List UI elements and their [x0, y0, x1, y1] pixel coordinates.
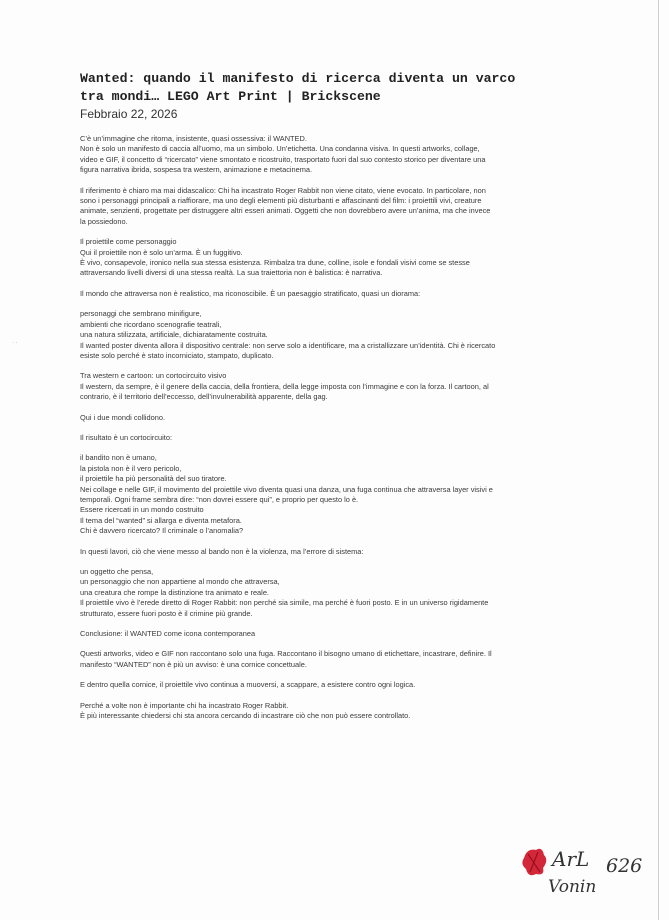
paragraph-7-line: Il risultato è un cortocircuito:: [80, 432, 173, 442]
paragraph-4-line: una natura stilizzata, artificiale, dichiaratamente costruita.: [80, 330, 268, 340]
paragraph-8-line: la pistola non è il vero pericolo,: [80, 463, 182, 473]
paragraph-5-line: Il western, da sempre, è il genere della caccia, della frontiera, della legge imposta con l’immagine e con la forza. Il cartoon, al: [80, 381, 489, 391]
scan-speck-marks: · ·: [12, 340, 18, 346]
paragraph-8-line: Il tema del “wanted” si allarga e diventa metafora.: [80, 515, 242, 525]
paragraph-4-line: ambienti che ricordano scenografie teatrali,: [80, 319, 222, 329]
article-title-line-2: tra mondi… LEGO Art Print | Brickscene: [80, 89, 381, 104]
paragraph-12-line: Questi artworks, video e GIF non raccontano solo una fuga. Raccontano il bisogno umano di etichettare, incastrare, definire. Il: [80, 649, 492, 659]
paragraph-8-line: il proiettile ha più personalità del suo tiratore.: [80, 474, 227, 484]
paragraph-8-line: temporali. Ogni frame sembra dire: “non dovrei essere qui”, e proprio per questo lo è.: [80, 494, 359, 504]
paragraph-10-line: strutturato, essere fuori posto è il crimine più grande.: [80, 608, 253, 618]
paragraph-5-line: Tra western e cartoon: un cortocircuito visivo: [80, 371, 227, 381]
paragraph-8-line: il bandito non è umano,: [80, 453, 157, 463]
signature-text-top: ArL: [552, 847, 590, 871]
signature-text-bottom: Vonin: [548, 877, 597, 897]
paragraph-11-line: Conclusione: il WANTED come icona contemporanea: [80, 629, 256, 639]
paragraph-6-line: Qui i due mondi collidono.: [80, 412, 166, 422]
artist-signature: [518, 838, 648, 900]
paragraph-1-line: Il riferimento è chiaro ma mai didascalico: Chi ha incastrato Roger Rabbit non viene citato, viene evocato. In particolare, non: [80, 185, 486, 195]
paragraph-2-line: attraversando livelli diversi di una stessa realtà. La sua traiettoria non è balistica: è narrativa.: [80, 268, 383, 278]
paragraph-10-line: una creatura che rompe la distinzione tra animato e reale.: [80, 587, 269, 597]
paragraph-4-line: personaggi che sembrano minifigure,: [80, 309, 202, 319]
paragraph-14-line: Perché a volte non è importante chi ha incastrato Roger Rabbit.: [80, 700, 289, 710]
paragraph-10-line: Il proiettile vivo è l’erede diretto di Roger Rabbit: non perché sia simile, ma perché è fuori posto. E in un universo rigidamente: [80, 598, 489, 608]
red-stamp-mark: [522, 849, 546, 875]
paragraph-2-line: Il proiettile come personaggio: [80, 237, 177, 247]
paragraph-8-line: Chi è davvero ricercato? Il criminale o l’anomalia?: [80, 526, 244, 536]
page-edge-line: [658, 0, 659, 920]
paragraph-1-line: sono i personaggi principali a riaffiorare, ma uno degli elementi più disturbanti e affascinanti del film: i proiettili vivi, creature: [80, 196, 482, 206]
paragraph-12-line: manifesto “WANTED” non è più un avviso: è una cornice concettuale.: [80, 659, 307, 669]
article: [80, 70, 580, 721]
paragraph-9-line: In questi lavori, ciò che viene messo al bando non è la violenza, ma l’errore di sistema:: [80, 546, 364, 556]
paragraph-13-line: E dentro quella cornice, il proiettile vivo continua a muoversi, a scappare, a esistere contro ogni logica.: [80, 680, 416, 690]
paragraph-0-line: video e GIF, il concetto di “ricercato” viene smontato e ricostruito, trasportato fuori dal suo contesto storico per diventare una: [80, 154, 486, 164]
paragraph-1-line: animate, senzienti, progettate per distruggere altri esseri animati. Oggetti che non dovrebbero avere un’anima, ma che invece: [80, 206, 491, 216]
paragraph-8-line: Essere ricercati in un mondo costruito: [80, 505, 204, 515]
article-date: Febbraio 22, 2026: [80, 107, 178, 121]
paragraph-0-line: Non è solo un manifesto di caccia all’uomo, ma un simbolo. Un’etichetta. Una condanna visiva. In questi artworks, collage,: [80, 144, 480, 154]
paragraph-14-line: È più interessante chiedersi chi sta ancora cercando di incastrare ciò che non può essere controllato.: [80, 711, 411, 721]
article-body: [80, 134, 580, 721]
paragraph-2-line: Qui il proiettile non è solo un’arma. È un fuggitivo.: [80, 247, 243, 257]
paragraph-0-line: figura narrativa ibrida, sospesa tra western, animazione e metacinema.: [80, 165, 313, 175]
article-title-line-1: Wanted: quando il manifesto di ricerca diventa un varco: [80, 71, 516, 86]
paragraph-2-line: È vivo, consapevole, ironico nella sua stessa esistenza. Rimbalza tra dune, colline, isole e fondali visivi come se stesse: [80, 258, 470, 268]
paragraph-10-line: un oggetto che pensa,: [80, 567, 154, 576]
paragraph-4-line: Il wanted poster diventa allora il dispositivo centrale: non serve solo a identificare, ma a cristallizzare un’identità. Chi è ricercato: [80, 340, 496, 350]
article-title: [80, 70, 580, 106]
paragraph-1-line: la possiedono.: [80, 216, 128, 226]
paragraph-3-line: Il mondo che attraversa non è realistico, ma riconoscibile. È un paesaggio stratificato, quasi un diorama:: [80, 288, 421, 298]
paragraph-8-line: Nei collage e nelle GIF, il movimento del proiettile vivo diventa quasi una danza, una fuga continua che attraversa layer visivi e: [80, 484, 493, 494]
paragraph-5-line: contrario, è il territorio dell’eccesso, dell’invulnerabilità apparente, della gag.: [80, 392, 328, 402]
paragraph-0-line: C’è un’immagine che ritorna, insistente, quasi ossessiva: il WANTED.: [80, 134, 307, 143]
paragraph-4-line: esiste solo perché è stato incorniciato, stampato, duplicato.: [80, 350, 274, 360]
signature-year-mark: 626: [606, 855, 643, 877]
paragraph-10-line: un personaggio che non appartiene al mondo che attraversa,: [80, 577, 280, 587]
